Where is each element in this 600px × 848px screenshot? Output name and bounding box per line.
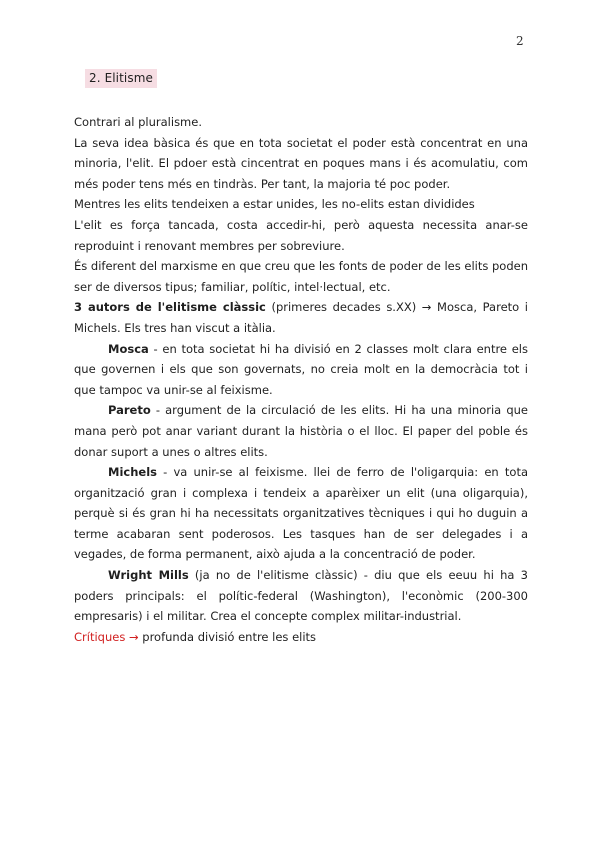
paragraph-intro: Contrari al pluralisme. [74, 115, 202, 129]
paragraph-elits-unides: Mentres les elits tendeixen a estar unides, les no-elits estan dividides [74, 197, 475, 212]
paragraph-basic-idea: La seva idea bàsica és que en tota societat el poder està concentrat en una minoria, l'elit. El pdoer està cincentrat en poques mans i és acomulatiu, com més poder tens més en tindràs. Per tant, la majoria té poc poder. [74, 135, 528, 191]
wright-mills-text: (ja no de l'elitisme clàssic) - diu que els eeuu hi ha 3 poders principals: el polític-federal (Washington), l'econòmic (200-300 empresaris) i el militar. Crea el concepte complex militar-industrial. [74, 568, 528, 624]
critiques-label: Crítiques → [74, 629, 139, 644]
michels-text: - va unir-se al feixisme. llei de ferro de l'oligarquia: en tota organització gran i complexa i tendeix a aparèixer un elit (una oligarquia), perquè si és gran hi ha necessitats organitzatives tècniques i qui ho duguin a terme acabaran sent poderosos. Les tasques han de ser delegades i a vegades, de forma permanent, això ajuda a la concentració de poder. [74, 465, 528, 562]
paragraph-critiques [74, 627, 528, 648]
page-number: 2 [516, 34, 524, 48]
paragraph-pareto [74, 400, 528, 462]
critiques-text: profunda divisió entre les elits [138, 629, 317, 644]
paragraph-wright-mills [74, 565, 528, 627]
michels-name: Michels [108, 465, 157, 480]
pareto-name: Pareto [108, 403, 151, 418]
paragraph-authors [74, 297, 528, 338]
paragraph-marxisme: És diferent del marxisme en que creu que les fonts de poder de les elits poden ser de diversos tipus; familiar, polític, intel·lectual, etc. [74, 259, 528, 294]
authors-text: (primeres decades s.XX) → Mosca, Pareto i Michels. Els tres han viscut a itàlia. [74, 300, 528, 335]
section-heading: 2. Elitisme [85, 69, 157, 88]
authors-title: 3 autors de l'elitisme clàssic [74, 300, 266, 315]
paragraph-mosca [74, 339, 528, 401]
paragraph-elit-tancada: L'elit es força tancada, costa accedir-hi, però aquesta necessita anar-se reproduint i renovant membres per sobreviure. [74, 217, 528, 253]
document-body [74, 112, 528, 647]
mosca-name: Mosca [108, 341, 149, 356]
paragraph-michels [74, 462, 528, 565]
pareto-text: - argument de la circulació de les elits. Hi ha una minoria que mana però pot anar variant durant la història o el lloc. El paper del poble és donar suport a unes o altres elits. [74, 403, 528, 459]
mosca-text: - en tota societat hi ha divisió en 2 classes molt clara entre els que governen i els que son governats, no creia molt en la democràcia tot i que tampoc va unir-se al feixisme. [74, 341, 528, 397]
wright-mills-name: Wright Mills [108, 568, 189, 583]
